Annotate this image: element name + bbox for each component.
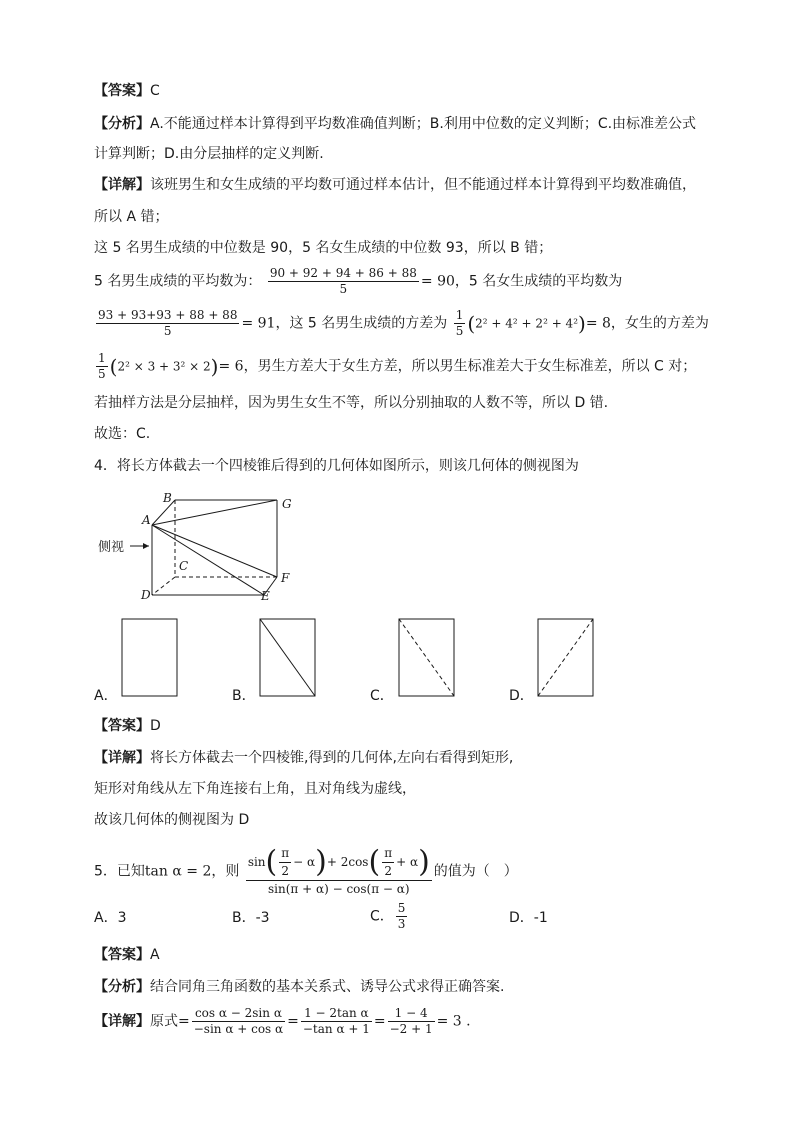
- q4-stem: 4．将长方体截去一个四棱锥后得到的几何体如图所示，则该几何体的侧视图为: [94, 458, 579, 474]
- close-paren: ): [418, 844, 430, 880]
- q5-analysis-line: [94, 977, 504, 997]
- fraction-denominator: 3: [397, 917, 406, 931]
- close-paren: ): [578, 311, 586, 336]
- vertex-C-label: C: [179, 559, 189, 573]
- fraction-numerator: 1: [98, 351, 106, 365]
- detail-tag: 【详解】: [94, 1013, 150, 1030]
- q5-option-c: [370, 901, 409, 932]
- male-variance-text: ，这 5 名男生成绩的方差为: [275, 315, 448, 332]
- q4-detail-line-1: [94, 748, 513, 768]
- plus-alpha: + α: [396, 855, 419, 869]
- vertex-B-label: B: [163, 491, 172, 505]
- pi-over-two: [279, 845, 291, 880]
- fraction-numerator: 90 + 92 + 94 + 86 + 88: [269, 266, 417, 280]
- open-paren: (: [109, 354, 118, 379]
- edge-AF: [152, 525, 277, 577]
- q4-option-b-figure: [259, 618, 317, 698]
- fraction-denominator: −sin α + cos α: [193, 1022, 284, 1036]
- q5-given: tan α = 2: [144, 863, 212, 880]
- fraction-denominator: 5: [163, 324, 172, 338]
- answer-tag: 【答案】: [94, 947, 150, 963]
- dashed-diagonal: [538, 619, 593, 696]
- analysis-text: A.不能通过样本计算得到平均数准确值判断；B.利用中位数的定义判断；C.由标准差公式: [150, 116, 697, 132]
- fraction-numerator: π: [279, 845, 291, 863]
- step1-fraction: [192, 1006, 285, 1037]
- fraction-denominator: 5: [98, 367, 106, 381]
- q4-option-d-figure: [537, 618, 595, 698]
- final-result: = 3 .: [436, 1013, 471, 1030]
- view-arrow-head: [143, 543, 149, 549]
- equals-sign: =: [373, 1013, 386, 1030]
- q4-option-d-label: D．: [509, 688, 534, 704]
- male-variance-result: = 8: [585, 315, 611, 332]
- vertex-F-label: F: [281, 571, 290, 585]
- analysis-text: 结合同角三角函数的基本关系式、诱导公式求得正确答案.: [150, 979, 505, 995]
- q3-detail-line-2: 所以 A 错；: [94, 209, 169, 225]
- q3-analysis-line-1: [94, 114, 696, 134]
- analysis-tag: 【分析】: [94, 979, 150, 995]
- male-mean-text: 5 名男生成绩的平均数为：: [94, 273, 262, 290]
- fraction-numerator: 1 − 4: [388, 1006, 435, 1022]
- fraction-numerator: cos α − 2sin α: [192, 1006, 285, 1022]
- q3-choice-line: 故选：C.: [94, 426, 151, 442]
- female-variance-terms: 2² × 3 + 3² × 2: [117, 359, 211, 374]
- rectangle: [122, 619, 177, 696]
- q3-analysis-line-2: 计算判断；D.由分层抽样的定义判断.: [94, 146, 324, 162]
- q3-detail-line-1: [94, 175, 696, 195]
- option-value-fraction: [396, 901, 408, 932]
- edge-AE: [152, 525, 264, 595]
- q4-option-c-label: C．: [370, 688, 394, 704]
- male-variance-terms: 2² + 4² + 2² + 4²: [475, 316, 579, 331]
- vertex-G-label: G: [282, 497, 292, 511]
- answer-tag: 【答案】: [94, 83, 150, 99]
- q5-option-d: [509, 908, 548, 928]
- side-view-label: 侧视: [98, 540, 125, 555]
- close-paren: ): [210, 354, 219, 379]
- option-label: B．: [232, 910, 256, 926]
- vertex-E-label: E: [261, 589, 270, 603]
- q5-stem: [94, 845, 518, 898]
- vertex-D-label: D: [141, 588, 151, 602]
- plus-2cos: + 2cos: [326, 855, 369, 869]
- fraction-denominator: −2 + 1: [389, 1022, 433, 1036]
- option-label: A．: [94, 910, 118, 926]
- q4-detail-line-2: 矩形对角线从左下角连接右上角，且对角线为虚线，: [94, 781, 416, 797]
- fraction-denominator: 5: [339, 282, 348, 296]
- q5-answer-line: [94, 945, 160, 965]
- q5-detail-line: [94, 1006, 471, 1037]
- close-paren: ): [315, 844, 327, 880]
- fraction-denominator: 2: [281, 864, 290, 878]
- q3-detail-line-3: 这 5 名男生成绩的中位数是 90，5 名女生成绩的中位数 93，所以 B 错；: [94, 240, 553, 256]
- female-mean-text: ，5 名女生成绩的平均数为: [454, 273, 623, 290]
- option-label: D．: [509, 910, 534, 926]
- analysis-tag: 【分析】: [94, 116, 150, 132]
- detail-prefix: 原式: [150, 1013, 178, 1030]
- q5-option-a: [94, 908, 127, 928]
- one-fifth-fraction: [454, 308, 466, 339]
- female-mean-result: = 91: [241, 315, 276, 332]
- detail-tag: 【详解】: [94, 750, 150, 766]
- minus-alpha: − α: [293, 855, 316, 869]
- vertex-A-label: A: [142, 513, 151, 527]
- fraction-denominator: 5: [455, 324, 464, 338]
- solid-diagonal: [260, 619, 315, 696]
- q5-option-b: [232, 908, 270, 928]
- step3-fraction: [388, 1006, 435, 1037]
- fraction-denominator: −tan α + 1: [302, 1022, 370, 1036]
- step2-fraction: [301, 1006, 372, 1037]
- female-variance-result: = 6: [218, 358, 244, 375]
- detail-text: 该班男生和女生成绩的平均数可通过样本估计，但不能通过样本计算得到平均数准确值，: [150, 177, 696, 193]
- q4-option-a-label: A．: [94, 688, 118, 704]
- detail-tag: 【详解】: [94, 177, 150, 193]
- male-mean-fraction: [268, 266, 419, 297]
- q3-detail-line-5: [94, 308, 709, 339]
- answer-tag: 【答案】: [94, 718, 150, 734]
- option-label: C．: [370, 908, 394, 925]
- fraction-numerator: 1 − 2tan α: [301, 1006, 372, 1022]
- detail-text: 将长方体截去一个四棱锥,得到的几何体,左向右看得到矩形,: [150, 750, 514, 766]
- hidden-edge-CD: [152, 577, 175, 595]
- fraction-numerator: 1: [455, 308, 464, 322]
- equals-sign: =: [287, 1013, 299, 1030]
- equals-sign: =: [178, 1013, 190, 1030]
- male-mean-result: = 90: [420, 273, 455, 290]
- dashed-diagonal: [399, 619, 454, 696]
- fraction-numerator: 5: [397, 901, 406, 915]
- q5-expression-fraction: [246, 845, 432, 898]
- open-paren: (: [467, 311, 476, 336]
- open-paren: (: [368, 844, 381, 880]
- answer-value: C: [150, 83, 160, 99]
- q4-option-b-label: B．: [232, 688, 256, 704]
- option-value: -3: [255, 910, 270, 926]
- fraction-denominator: sin(π + α) − cos(π − α): [268, 882, 410, 896]
- pi-over-two: [382, 845, 394, 880]
- open-paren: (: [265, 844, 278, 880]
- q4-solid-figure: [94, 488, 304, 608]
- q3-detail-line-6: [94, 351, 696, 382]
- female-variance-text: ，女生的方差为: [610, 315, 709, 332]
- sin-fn: sin: [247, 855, 266, 869]
- female-mean-fraction: [96, 308, 239, 339]
- comparison-text: ，男生方差大于女生方差，所以男生标准差大于女生标准差，所以 C 对；: [243, 358, 697, 375]
- option-value: 3: [117, 910, 127, 926]
- fraction-numerator: π: [382, 845, 394, 863]
- option-value: -1: [533, 910, 548, 926]
- fraction-numerator: 93 + 93+93 + 88 + 88: [98, 308, 238, 322]
- fraction-numerator: [246, 845, 432, 881]
- q4-option-c-figure: [398, 618, 456, 698]
- q4-answer-line: [94, 716, 161, 736]
- q3-detail-line-7: 若抽样方法是分层抽样，因为男生女生不等，所以分别抽取的人数不等，所以 D 错.: [94, 395, 609, 411]
- fraction-denominator: 2: [384, 864, 392, 878]
- q5-prefix: 5．已知: [94, 863, 145, 880]
- answer-value: A: [150, 947, 160, 963]
- q3-detail-line-4: [94, 266, 622, 297]
- q4-option-a-figure: [121, 618, 179, 698]
- one-fifth-fraction: [96, 351, 108, 382]
- answer-value: D: [150, 718, 161, 734]
- q3-answer-line: [94, 81, 160, 101]
- q5-suffix: 的值为（ ）: [433, 863, 518, 880]
- q5-then: ，则: [211, 863, 240, 880]
- q4-detail-line-3: 故该几何体的侧视图为 D: [94, 812, 250, 828]
